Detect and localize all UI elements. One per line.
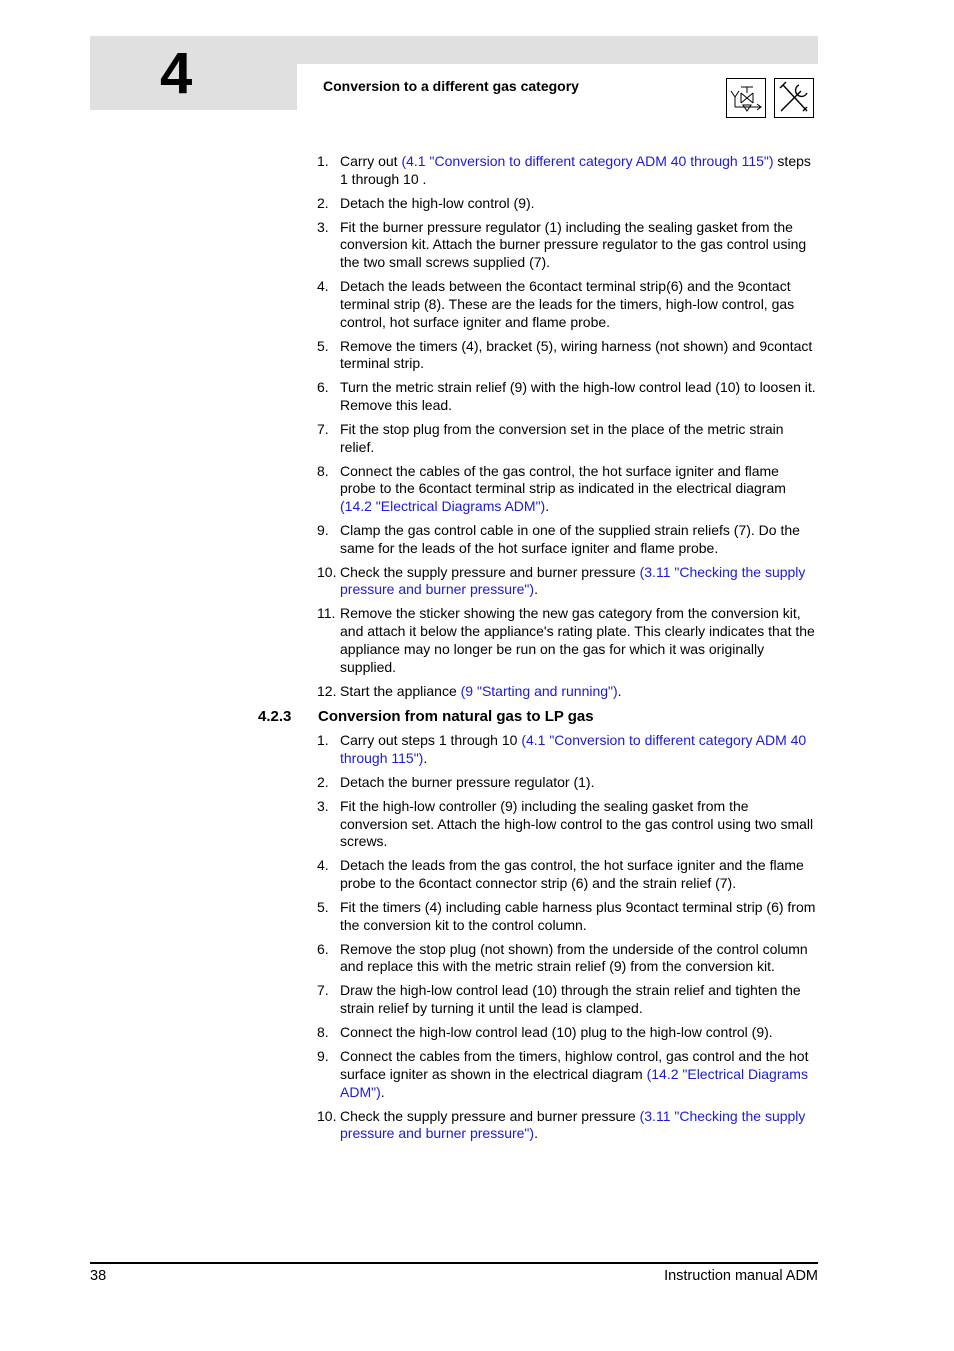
step-text: Check the supply pressure and burner pressure <box>340 1107 640 1124</box>
step-number: 12. <box>317 682 337 699</box>
step-text-suffix: . <box>534 581 538 598</box>
step-text: Fit the timers (4) including cable harness plus 9contact terminal strip (6) from the conversion kit to the control column. <box>340 899 816 933</box>
cross-reference-link[interactable]: (3.11 "Checking the supply pressure and burner pressure") <box>340 563 806 598</box>
section-heading <box>258 708 818 726</box>
step-number: 9. <box>317 522 329 539</box>
step-number: 1. <box>317 153 329 169</box>
step-text: Detach the high-low control (9). <box>340 194 535 211</box>
list-item <box>258 941 818 976</box>
step-text-suffix: . <box>617 682 622 699</box>
header-band <box>90 36 818 64</box>
section-title: Conversion from natural gas to LP gas <box>318 708 594 726</box>
page-number: 38 <box>90 1268 107 1284</box>
step-text: Remove the timers (4), bracket (5), wiring harness (not shown) and 9contact terminal strip. <box>340 337 813 372</box>
step-number: 4. <box>317 857 329 874</box>
step-number: 3. <box>317 797 329 814</box>
list-item <box>258 982 818 1017</box>
steps-list-b <box>258 732 818 1143</box>
cross-reference-link[interactable]: (4.1 "Conversion to different category ADM 40 through 115") <box>340 732 807 766</box>
step-text: Fit the high-low controller (9) including the sealing gasket from the conversion set. Attach the high-low control to the gas control using two small screws. <box>340 797 814 850</box>
list-item <box>258 153 818 188</box>
step-text: Draw the high-low control lead (10) through the strain relief and tighten the strain relief by turning it until the lead is clamped. <box>340 982 801 1017</box>
step-text: Carry out steps 1 through 10 <box>340 732 522 749</box>
list-item <box>258 522 818 557</box>
list-item <box>258 1048 818 1101</box>
step-number: 5. <box>317 899 329 916</box>
list-item <box>258 899 818 934</box>
list-item <box>258 564 818 599</box>
cross-reference-link[interactable]: (4.1 "Conversion to different category ADM 40 through 115") <box>401 153 774 169</box>
step-text-suffix: . <box>380 1083 385 1100</box>
list-item <box>258 774 818 792</box>
step-number: 6. <box>317 379 329 396</box>
step-number: 2. <box>317 773 329 790</box>
step-number: 10. <box>317 1107 337 1124</box>
list-item <box>258 605 818 676</box>
step-text: Detach the burner pressure regulator (1). <box>340 773 595 790</box>
step-text: Connect the cables of the gas control, the hot surface igniter and flame probe to the 6contact terminal strip as indicated in the electrical diagram <box>340 462 786 497</box>
step-number: 7. <box>317 420 329 437</box>
cross-reference-link[interactable]: (9 "Starting and running") <box>460 682 618 699</box>
step-text: Fit the stop plug from the conversion set in the place of the metric strain relief. <box>340 420 784 455</box>
list-item <box>258 463 818 516</box>
step-text-suffix: . <box>545 498 550 515</box>
step-number: 5. <box>317 337 329 354</box>
list-item <box>258 195 818 213</box>
step-number: 7. <box>317 982 329 999</box>
list-item <box>258 219 818 272</box>
step-text: Check the supply pressure and burner pressure <box>340 563 640 580</box>
steps-list-a <box>258 153 818 700</box>
step-number: 1. <box>317 732 329 749</box>
list-item <box>258 1108 818 1143</box>
list-item <box>258 683 818 701</box>
list-item <box>258 798 818 851</box>
step-number: 9. <box>317 1048 329 1065</box>
cross-reference-link[interactable]: (14.2 "Electrical Diagrams ADM") <box>340 1065 808 1100</box>
tools-icon <box>774 78 814 118</box>
list-item <box>258 732 818 767</box>
step-number: 2. <box>317 194 329 211</box>
main-content <box>258 153 818 1149</box>
step-text: Connect the high-low control lead (10) plug to the high-low control (9). <box>340 1024 773 1041</box>
step-number: 8. <box>317 1024 329 1041</box>
chapter-number: 4 <box>160 41 193 106</box>
list-item <box>258 379 818 414</box>
list-item <box>258 1024 818 1042</box>
cross-reference-link[interactable]: (14.2 "Electrical Diagrams ADM") <box>340 498 546 515</box>
list-item <box>258 421 818 456</box>
step-text: Remove the stop plug (not shown) from the underside of the control column and replace this with the metric strain relief (9) from the conversion kit. <box>340 940 808 975</box>
step-number: 10. <box>317 563 337 580</box>
step-number: 6. <box>317 940 329 957</box>
step-text: Fit the burner pressure regulator (1) including the sealing gasket from the conversion kit. Attach the burner pressure regulator to the gas control using the two small screws supplied (7). <box>340 218 807 271</box>
step-text: Remove the sticker showing the new gas category from the conversion kit, and attach it below the appliance's rating plate. This clearly indicates that the appliance may no longer be run on the gas for which it was originally supplied. <box>340 605 815 675</box>
step-text: Connect the cables from the timers, highlow control, gas control and the hot surface igniter as shown in the electrical diagram <box>340 1048 809 1082</box>
document-title: Instruction manual ADM <box>664 1268 818 1284</box>
list-item <box>258 857 818 892</box>
step-number: 3. <box>317 218 329 235</box>
step-text: Detach the leads from the gas control, the hot surface igniter and the flame probe to the 6contact connector strip (6) and the strain relief (7). <box>340 857 804 892</box>
list-item <box>258 338 818 373</box>
step-text-suffix: . <box>534 1125 538 1142</box>
step-number: 11. <box>317 605 336 622</box>
page-title: Conversion to a different gas category <box>323 78 579 94</box>
step-number: 4. <box>317 278 329 295</box>
cross-reference-link[interactable]: (3.11 "Checking the supply pressure and burner pressure") <box>340 1107 806 1142</box>
step-text: Turn the metric strain relief (9) with the high-low control lead (10) to loosen it. Remove this lead. <box>340 379 816 413</box>
step-text: Clamp the gas control cable in one of the supplied strain reliefs (7). Do the same for the leads of the hot surface igniter and flame probe. <box>340 522 800 556</box>
step-text: Start the appliance <box>340 682 461 699</box>
list-item <box>258 278 818 331</box>
chapter-box <box>90 64 297 110</box>
step-text-suffix: . <box>423 749 428 766</box>
step-number: 8. <box>317 462 329 479</box>
section-number: 4.2.3 <box>258 708 292 726</box>
gas-valve-icon <box>726 78 766 118</box>
footer-divider <box>90 1262 818 1264</box>
step-text: Detach the leads between the 6contact terminal strip(6) and the 9contact terminal strip (8). These are the leads for the timers, high-low control, gas control, hot surface igniter and flame probe. <box>340 278 795 330</box>
step-text-suffix: steps 1 through 10 . <box>340 153 811 187</box>
step-text: Carry out <box>340 153 402 169</box>
